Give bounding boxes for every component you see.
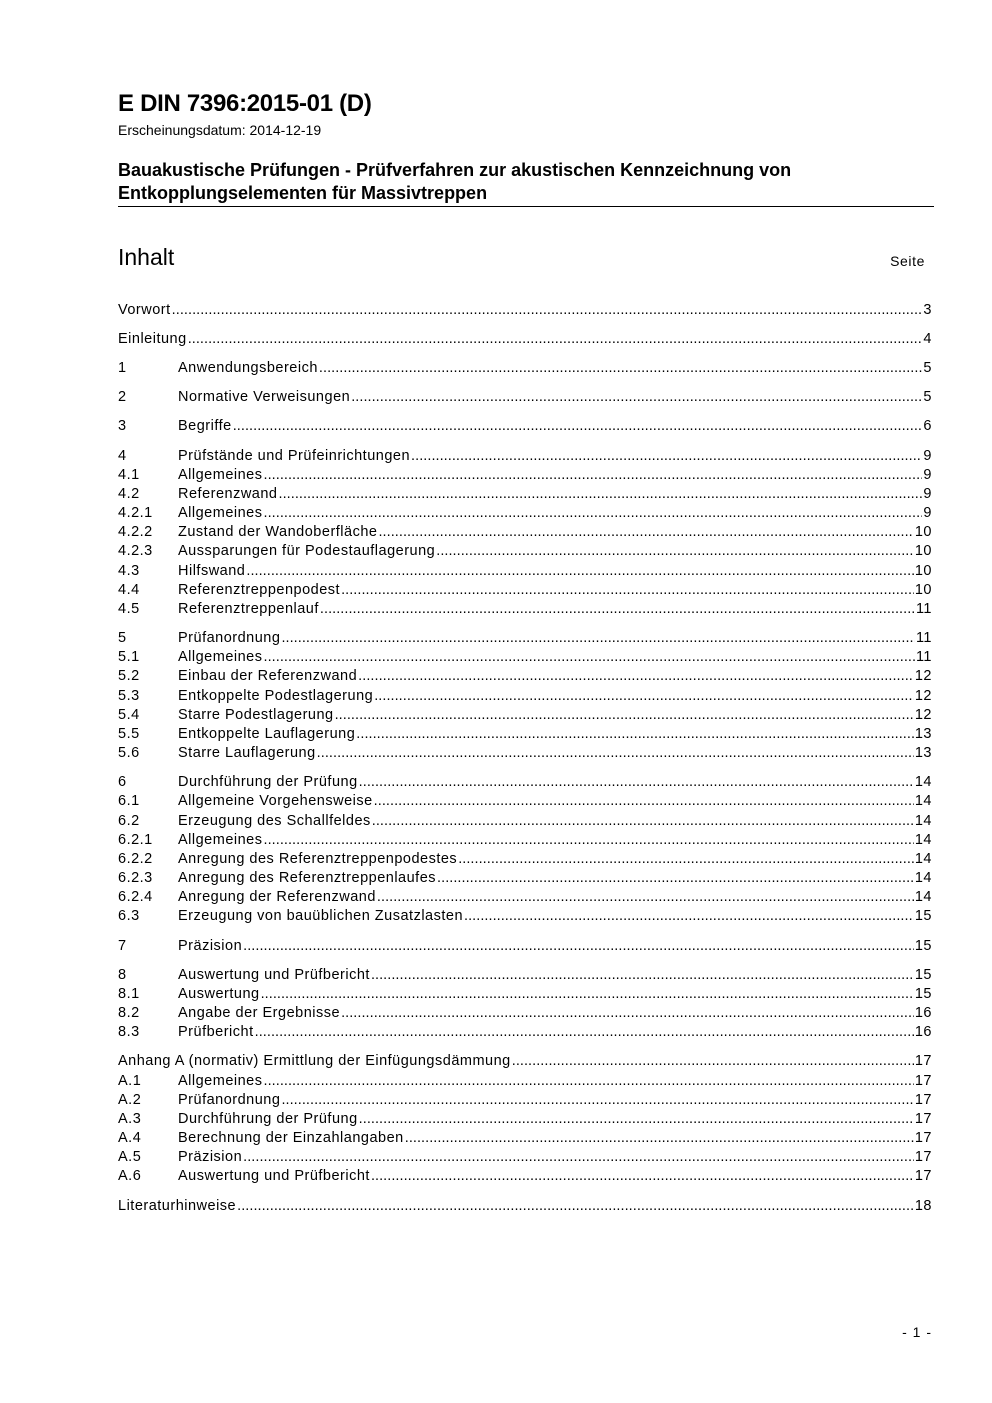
toc-entry-number: 5.6 (118, 745, 140, 761)
toc-entry[interactable] (118, 1005, 932, 1024)
toc-dot-leader (188, 331, 923, 347)
toc-dot-leader (358, 668, 914, 684)
toc-entry[interactable] (118, 726, 932, 745)
toc-entry-title: Allgemeines (178, 832, 263, 848)
toc-dot-leader (374, 688, 914, 704)
toc-entry-title: Präzision (178, 1149, 243, 1165)
toc-dot-leader (356, 726, 914, 742)
toc-entry[interactable] (118, 688, 932, 707)
toc-entry-page: 9 (923, 448, 932, 464)
toc-entry-number: 4.5 (118, 601, 140, 617)
page-number: - 1 - (902, 1324, 932, 1340)
document-id: E DIN 7396:2015-01 (D) (118, 90, 372, 117)
toc-entry-number: 6.2.4 (118, 889, 153, 905)
toc-entry-number: 6.3 (118, 908, 140, 924)
toc-entry-number: 4.3 (118, 563, 140, 579)
toc-entry-title: Allgemeines (178, 649, 263, 665)
toc-entry-number: 5.1 (118, 649, 140, 665)
document-title: Bauakustische Prüfungen - Prüfverfahren zur akustischen Kennzeichnung von Entkopplungselementen für Massivtreppen (118, 160, 792, 203)
toc-dot-leader (281, 1092, 913, 1108)
toc-entry[interactable] (118, 448, 932, 467)
toc-dot-leader (464, 908, 914, 924)
toc-dot-leader (320, 601, 915, 617)
toc-entry[interactable] (118, 967, 932, 986)
toc-entry-number: 2 (118, 389, 127, 405)
toc-dot-leader (458, 851, 914, 867)
toc-entry-number: 8.1 (118, 986, 140, 1002)
toc-entry-page: 14 (914, 870, 932, 886)
toc-entry[interactable] (118, 467, 932, 486)
toc-entry-number: A.4 (118, 1130, 142, 1146)
toc-entry-page: 14 (914, 793, 932, 809)
toc-entry-title: Literaturhinweise (118, 1198, 237, 1214)
toc-entry-number: 5.2 (118, 668, 140, 684)
toc-dot-leader (172, 302, 923, 318)
toc-entry[interactable] (118, 707, 932, 726)
toc-entry-number: 6.1 (118, 793, 140, 809)
toc-entry-title: Referenztreppenpodest (178, 582, 341, 598)
toc-entry[interactable] (118, 1149, 932, 1168)
toc-entry-title: Hilfswand (178, 563, 246, 579)
toc-entry-page: 13 (914, 745, 932, 761)
toc-dot-leader (437, 870, 914, 886)
toc-entry-page: 17 (914, 1130, 932, 1146)
toc-dot-leader (372, 813, 914, 829)
toc-dot-leader (264, 1073, 914, 1089)
toc-entry-number: 8.3 (118, 1024, 140, 1040)
toc-entry-title: Anwendungsbereich (178, 360, 318, 376)
toc-entry-page: 10 (914, 582, 932, 598)
toc-dot-leader (371, 1168, 914, 1184)
toc-entry-number: 1 (118, 360, 127, 376)
toc-entry[interactable] (118, 1168, 932, 1187)
toc-entry-number: A.5 (118, 1149, 142, 1165)
toc-entry[interactable] (118, 582, 932, 601)
toc-dot-leader (512, 1053, 914, 1069)
toc-entry-number: 6.2.2 (118, 851, 153, 867)
toc-entry-page: 13 (914, 726, 932, 742)
toc-entry[interactable] (118, 908, 932, 927)
toc-entry-number: A.3 (118, 1111, 142, 1127)
toc-entry[interactable] (118, 1130, 932, 1149)
toc-entry-page: 9 (923, 505, 932, 521)
toc-entry-page: 14 (914, 889, 932, 905)
toc-entry-number: 6.2.3 (118, 870, 153, 886)
toc-entry[interactable] (118, 389, 932, 408)
toc-entry[interactable] (118, 360, 932, 379)
toc-dot-leader (233, 418, 923, 434)
publication-date: Erscheinungsdatum: 2014-12-19 (118, 122, 322, 138)
toc-entry-number: 5 (118, 630, 127, 646)
toc-entry-title: Prüfanordnung (178, 630, 281, 646)
toc-entry-page: 17 (914, 1149, 932, 1165)
toc-entry-title: Prüfanordnung (178, 1092, 281, 1108)
toc-entry-page: 11 (915, 630, 932, 646)
toc-entry-page: 11 (915, 649, 932, 665)
toc-entry-title: Einbau der Referenzwand (178, 668, 358, 684)
toc-dot-leader (371, 967, 914, 983)
toc-entry-title: Allgemeines (178, 505, 263, 521)
toc-entry-page: 9 (923, 467, 932, 483)
title-rule (118, 206, 934, 207)
toc-entry-page: 18 (914, 1198, 932, 1214)
toc-entry-number: 4.2.2 (118, 524, 153, 540)
toc-entry[interactable] (118, 813, 932, 832)
toc-dot-leader (243, 1149, 914, 1165)
toc-dot-leader (264, 467, 923, 483)
toc-entry-title: Zustand der Wandoberfläche (178, 524, 378, 540)
toc-entry[interactable] (118, 832, 932, 851)
toc-dot-leader (359, 1111, 914, 1127)
toc-entry[interactable] (118, 505, 932, 524)
toc-dot-leader (246, 563, 914, 579)
toc-entry[interactable] (118, 563, 932, 582)
toc-entry-number: 6 (118, 774, 127, 790)
toc-entry-page: 6 (923, 418, 932, 434)
toc-heading: Inhalt (118, 244, 175, 270)
toc-entry-page: 16 (914, 1024, 932, 1040)
toc-dot-leader (264, 649, 915, 665)
toc-entry-title: Allgemeines (178, 467, 263, 483)
toc-entry-title: Prüfbericht (178, 1024, 254, 1040)
toc-entry-number: 4.1 (118, 467, 140, 483)
toc-entry-page: 5 (923, 389, 932, 405)
toc-entry[interactable] (118, 668, 932, 687)
toc-dot-leader (335, 707, 914, 723)
toc-entry[interactable] (118, 418, 932, 437)
toc-entry[interactable] (118, 331, 932, 350)
toc-dot-leader (264, 505, 923, 521)
toc-dot-leader (359, 774, 914, 790)
toc-entry-title: Allgemeine Vorgehensweise (178, 793, 373, 809)
toc-entry-number: 4.2 (118, 486, 140, 502)
toc-entry-number: 8 (118, 967, 127, 983)
toc-entry-number: 4.2.3 (118, 543, 153, 559)
toc-dot-leader (264, 832, 914, 848)
toc-entry-title: Vorwort (118, 302, 171, 318)
toc-dot-leader (317, 745, 914, 761)
toc-entry-page: 14 (914, 813, 932, 829)
toc-entry-page: 14 (914, 851, 932, 867)
toc-entry-title: Referenztreppenlauf (178, 601, 319, 617)
toc-entry-page: 12 (914, 707, 932, 723)
toc-entry-page: 17 (914, 1053, 932, 1069)
toc-entry-page: 10 (914, 563, 932, 579)
toc-entry[interactable] (118, 1053, 932, 1072)
toc-entry-title: Anregung der Referenzwand (178, 889, 376, 905)
toc-entry-number: 5.4 (118, 707, 140, 723)
toc-dot-leader (405, 1130, 914, 1146)
toc-entry-number: 4 (118, 448, 127, 464)
toc-entry-number: 5.5 (118, 726, 140, 742)
toc-entry-page: 15 (914, 938, 932, 954)
toc-entry[interactable] (118, 745, 932, 764)
toc-dot-leader (319, 360, 923, 376)
toc-entry-page: 15 (914, 986, 932, 1002)
toc-dot-leader (243, 938, 914, 954)
toc-dot-leader (341, 1005, 914, 1021)
toc-entry-number: A.1 (118, 1073, 142, 1089)
toc-dot-leader (279, 486, 923, 502)
toc-entry-title: Entkoppelte Lauflagerung (178, 726, 356, 742)
toc-entry-title: Normative Verweisungen (178, 389, 351, 405)
toc-dot-leader (351, 389, 922, 405)
toc-entry[interactable] (118, 1092, 932, 1111)
toc-entry-page: 17 (914, 1111, 932, 1127)
toc-entry-title: Angabe der Ergebnisse (178, 1005, 341, 1021)
toc-entry[interactable] (118, 302, 932, 321)
toc-entry-number: A.6 (118, 1168, 142, 1184)
toc-entry-title: Auswertung und Prüfbericht (178, 1168, 370, 1184)
toc-entry-page: 10 (914, 543, 932, 559)
toc-entry-title: Auswertung und Prüfbericht (178, 967, 370, 983)
toc-entry-title: Durchführung der Prüfung (178, 1111, 358, 1127)
toc-entry-title: Einleitung (118, 331, 187, 347)
toc-entry-page: 12 (914, 688, 932, 704)
toc-entry-title: Starre Podestlagerung (178, 707, 334, 723)
toc-entry[interactable] (118, 601, 932, 620)
toc-entry-title: Referenzwand (178, 486, 278, 502)
toc-entry-title: Anhang A (normativ) Ermittlung der Einfügungsdämmung (118, 1053, 511, 1069)
toc-entry[interactable] (118, 889, 932, 908)
toc-entry-page: 3 (923, 302, 932, 318)
toc-dot-leader (261, 986, 914, 1002)
toc-entry-number: 5.3 (118, 688, 140, 704)
toc-entry[interactable] (118, 986, 932, 1005)
toc-entry-title: Berechnung der Einzahlangaben (178, 1130, 404, 1146)
toc-entry-title: Anregung des Referenztreppenpodestes (178, 851, 458, 867)
toc-dot-leader (377, 889, 914, 905)
toc-entry[interactable] (118, 649, 932, 668)
toc-entry-page: 16 (914, 1005, 932, 1021)
toc-entry[interactable] (118, 938, 932, 957)
toc-entry-title: Allgemeines (178, 1073, 263, 1089)
toc-entry-title: Starre Lauflagerung (178, 745, 316, 761)
toc-entry[interactable] (118, 1111, 932, 1130)
toc-dot-leader (255, 1024, 914, 1040)
toc-entry-number: 8.2 (118, 1005, 140, 1021)
toc-entry[interactable] (118, 524, 932, 543)
toc-entry-title: Aussparungen für Podestauflagerung (178, 543, 436, 559)
toc-entry-page: 9 (923, 486, 932, 502)
toc-entry-title: Anregung des Referenztreppenlaufes (178, 870, 437, 886)
toc-entry[interactable] (118, 870, 932, 889)
toc-entry[interactable] (118, 486, 932, 505)
toc-entry-page: 11 (915, 601, 932, 617)
toc-entry[interactable] (118, 630, 932, 649)
toc-entry[interactable] (118, 1198, 932, 1217)
toc-entry-page: 17 (914, 1073, 932, 1089)
toc-entry-number: 7 (118, 938, 127, 954)
toc-entry[interactable] (118, 793, 932, 812)
toc-entry-title: Begriffe (178, 418, 232, 434)
toc-dot-leader (341, 582, 914, 598)
toc-page-column-label: Seite (890, 253, 925, 269)
toc-entry-number: 4.4 (118, 582, 140, 598)
toc-entry-title: Durchführung der Prüfung (178, 774, 358, 790)
toc-entry-page: 5 (923, 360, 932, 376)
toc-entry[interactable] (118, 1073, 932, 1092)
toc-entry-number: 6.2 (118, 813, 140, 829)
toc-entry-title: Prüfstände und Prüfeinrichtungen (178, 448, 411, 464)
toc-dot-leader (374, 793, 914, 809)
toc-entry-number: A.2 (118, 1092, 142, 1108)
toc-entry-title: Präzision (178, 938, 243, 954)
toc-entry-page: 4 (923, 331, 932, 347)
toc-entry-page: 15 (914, 908, 932, 924)
toc-entry-title: Auswertung (178, 986, 260, 1002)
toc-entry-title: Entkoppelte Podestlagerung (178, 688, 374, 704)
toc-entry-title: Erzeugung des Schallfeldes (178, 813, 371, 829)
toc-entry[interactable] (118, 543, 932, 562)
toc-entry-page: 17 (914, 1168, 932, 1184)
toc-dot-leader (237, 1198, 914, 1214)
toc-entry-page: 17 (914, 1092, 932, 1108)
toc-entry-page: 14 (914, 774, 932, 790)
toc-dot-leader (281, 630, 915, 646)
toc-entry-page: 10 (914, 524, 932, 540)
toc-entry-number: 3 (118, 418, 127, 434)
toc-entry-page: 14 (914, 832, 932, 848)
toc-dot-leader (436, 543, 914, 559)
toc-dot-leader (411, 448, 922, 464)
toc-entry[interactable] (118, 851, 932, 870)
toc-dot-leader (378, 524, 913, 540)
toc-entry[interactable] (118, 774, 932, 793)
toc-entry-title: Erzeugung von bauüblichen Zusatzlasten (178, 908, 464, 924)
toc-entry-number: 6.2.1 (118, 832, 153, 848)
toc-entry-number: 4.2.1 (118, 505, 153, 521)
toc-entry[interactable] (118, 1024, 932, 1043)
toc-entry-page: 12 (914, 668, 932, 684)
toc-entry-page: 15 (914, 967, 932, 983)
